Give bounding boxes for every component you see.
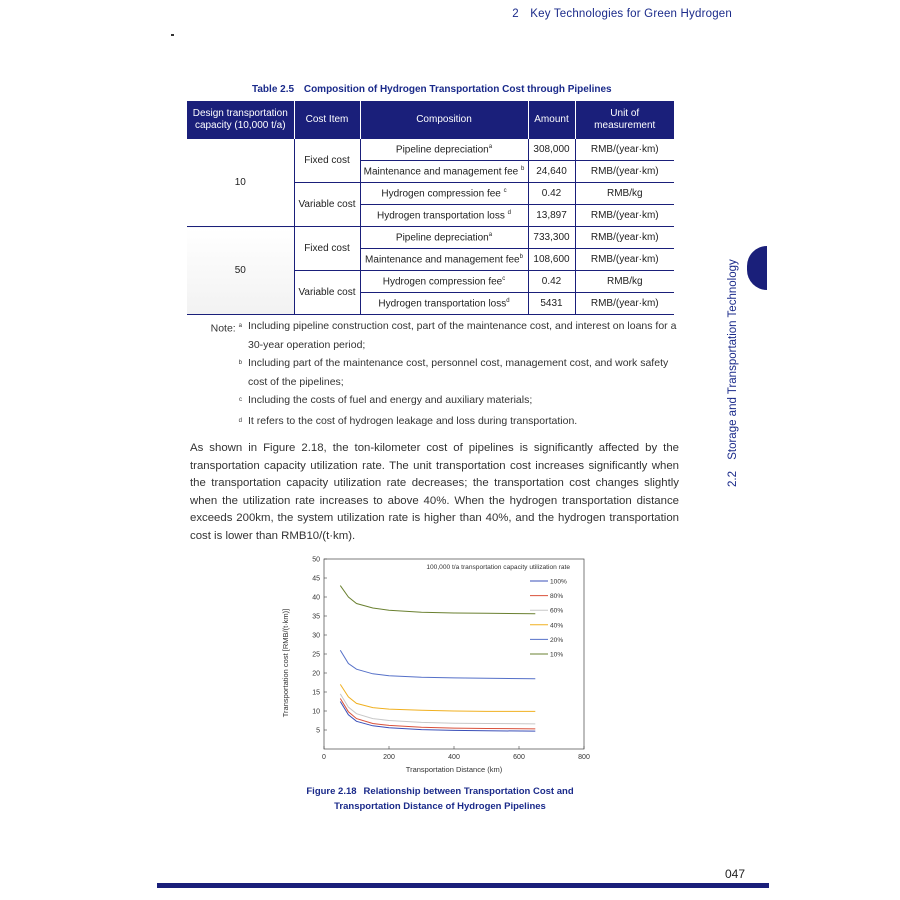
table-header-row bbox=[187, 101, 674, 139]
y-tick-label: 15 bbox=[312, 689, 320, 697]
cost-item-cell: Variable cost bbox=[294, 183, 360, 227]
legend-label: 60% bbox=[550, 607, 564, 615]
chapter-tab-marker bbox=[747, 246, 767, 290]
capacity-cell: 10 bbox=[187, 139, 294, 227]
legend-label: 80% bbox=[550, 593, 564, 601]
x-tick-label: 600 bbox=[513, 754, 525, 761]
composition-cell: Pipeline depreciation$^a$ bbox=[360, 227, 528, 249]
table-label: Table 2.5 bbox=[252, 84, 295, 95]
x-tick-label: 400 bbox=[448, 754, 460, 761]
series-line-10pct bbox=[340, 586, 535, 614]
col-header: Amount bbox=[528, 101, 575, 139]
col-header: Design transportation capacity (10,000 t/a) bbox=[187, 101, 294, 139]
amount-cell: 308,000 bbox=[528, 139, 575, 161]
page-number: 047 bbox=[725, 867, 746, 881]
composition-cell: Hydrogen compression fee$^c$ bbox=[360, 271, 528, 293]
note-item: $^d$ It refers to the cost of hydrogen leakage and loss during transportation. bbox=[238, 415, 578, 427]
table-caption bbox=[252, 84, 612, 95]
table-title: Composition of Hydrogen Transportation Cost through Pipelines bbox=[303, 84, 612, 95]
x-tick-label: 200 bbox=[383, 754, 395, 761]
unit-cell: RMB/(year·km) bbox=[575, 205, 674, 227]
table-row bbox=[187, 139, 674, 161]
amount-cell: 5431 bbox=[528, 293, 575, 315]
y-tick-label: 35 bbox=[312, 613, 320, 621]
footer-rule bbox=[157, 883, 769, 888]
series-line-40pct bbox=[340, 684, 535, 711]
figure-label: Figure 2.18 bbox=[306, 786, 357, 797]
note-item: $^c$ Including the costs of fuel and energy and auxiliary materials; bbox=[239, 394, 533, 406]
legend-label: 10% bbox=[550, 651, 564, 659]
figure-title-line1: Relationship between Transportation Cost and bbox=[363, 786, 574, 797]
x-axis-label: Transportation Distance (km) bbox=[405, 765, 503, 774]
unit-cell: RMB/(year·km) bbox=[575, 249, 674, 271]
chapter-title: Key Technologies for Green Hydrogen bbox=[530, 8, 732, 20]
composition-cell: Hydrogen transportation loss$^d$ bbox=[360, 293, 528, 315]
composition-cell: Hydrogen transportation loss $^d$ bbox=[360, 205, 528, 227]
table-row bbox=[187, 227, 674, 249]
y-tick-label: 40 bbox=[312, 594, 320, 602]
x-tick-label: 0 bbox=[322, 754, 326, 761]
cost-distance-chart bbox=[270, 553, 600, 778]
figure-title-line2: Transportation Distance of Hydrogen Pipelines bbox=[334, 801, 546, 812]
amount-cell: 13,897 bbox=[528, 205, 575, 227]
cost-item-cell: Fixed cost bbox=[294, 227, 360, 271]
body-paragraph: As shown in Figure 2.18, the ton-kilometer cost of pipelines is significantly affected by the transportation capacity utilization rate. The unit transportation cost increases significantly when the transportation capacity utilization rate decreases; the transportation cost changes slightly when the utilization rate increases to above 40%. When the hydrogen transportation distance exceeds 200km, the system utilization rate is higher than 40%, and the hydrogen transportation cost is lower than RMB10/(t·km). bbox=[190, 442, 679, 542]
note-item: Note: $^a$ Including pipeline construction cost, part of the maintenance cost, and interest on loans for a 30-year operation period; bbox=[210, 320, 677, 351]
unit-cell: RMB/(year·km) bbox=[575, 293, 674, 315]
cost-table bbox=[187, 101, 674, 315]
y-tick-label: 10 bbox=[312, 708, 320, 716]
legend-title: 100,000 t/a transportation capacity utilization rate bbox=[426, 564, 570, 571]
section-side-label bbox=[727, 259, 739, 487]
series-line-100pct bbox=[340, 702, 535, 732]
y-tick-label: 50 bbox=[312, 556, 320, 564]
y-axis-label: Transportation cost [RMB/(t·km)] bbox=[281, 608, 290, 718]
cost-item-cell: Variable cost bbox=[294, 271, 360, 315]
unit-cell: RMB/(year·km) bbox=[575, 161, 674, 183]
legend-label: 100% bbox=[550, 578, 567, 586]
note-item: $^b$ Including part of the maintenance cost, personnel cost, management cost, and work safety cost of the pipelines; bbox=[238, 357, 669, 388]
y-tick-label: 20 bbox=[312, 670, 320, 678]
amount-cell: 24,640 bbox=[528, 161, 575, 183]
figure-caption bbox=[298, 784, 582, 814]
col-header: Composition bbox=[360, 101, 528, 139]
unit-cell: RMB/kg bbox=[575, 271, 674, 293]
unit-cell: RMB/kg bbox=[575, 183, 674, 205]
legend-label: 20% bbox=[550, 636, 564, 644]
amount-cell: 733,300 bbox=[528, 227, 575, 249]
composition-cell: Maintenance and management fee $^b$ bbox=[360, 161, 528, 183]
chapter-number: 2 bbox=[512, 8, 519, 20]
series-line-80pct bbox=[340, 699, 535, 729]
col-header: Unit of measurement bbox=[575, 101, 674, 139]
y-tick-label: 45 bbox=[312, 575, 320, 583]
y-tick-label: 5 bbox=[316, 727, 320, 735]
amount-cell: 0.42 bbox=[528, 183, 575, 205]
section-title: Storage and Transportation Technology bbox=[727, 259, 739, 460]
y-tick-label: 30 bbox=[312, 632, 320, 640]
amount-cell: 108,600 bbox=[528, 249, 575, 271]
amount-cell: 0.42 bbox=[528, 271, 575, 293]
stray-mark bbox=[171, 34, 174, 36]
capacity-cell: 50 bbox=[187, 227, 294, 315]
x-tick-label: 800 bbox=[578, 754, 590, 761]
col-header: Cost Item bbox=[294, 101, 360, 139]
composition-cell: Maintenance and management fee$^b$ bbox=[360, 249, 528, 271]
composition-cell: Hydrogen compression fee $^c$ bbox=[360, 183, 528, 205]
table-notes bbox=[204, 317, 684, 433]
composition-cell: Pipeline depreciation$^a$ bbox=[360, 139, 528, 161]
section-number: 2.2 bbox=[727, 471, 739, 487]
cost-item-cell: Fixed cost bbox=[294, 139, 360, 183]
series-line-60pct bbox=[340, 694, 535, 724]
note-prefix: Note: bbox=[210, 322, 236, 335]
running-header bbox=[512, 8, 732, 20]
legend-label: 40% bbox=[550, 622, 564, 630]
y-tick-label: 25 bbox=[312, 651, 320, 659]
unit-cell: RMB/(year·km) bbox=[575, 139, 674, 161]
unit-cell: RMB/(year·km) bbox=[575, 227, 674, 249]
series-line-20pct bbox=[340, 650, 535, 679]
